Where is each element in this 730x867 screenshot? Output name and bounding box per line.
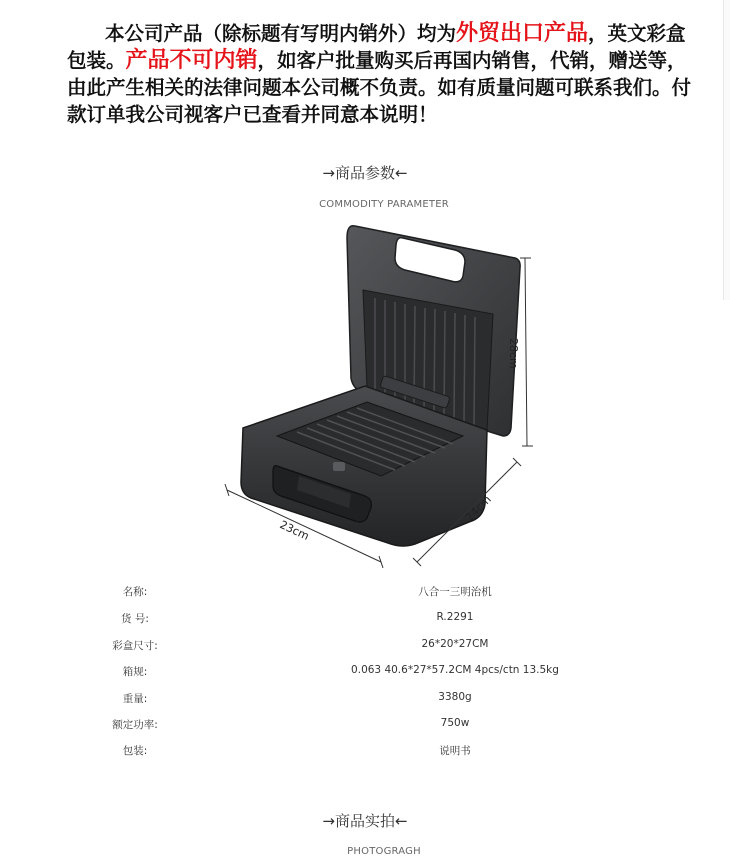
spec-value: 750w: [440, 717, 470, 729]
sandwich-maker-illustration: [215, 218, 555, 568]
notice-highlight-not-domestic: 产品不可内销: [125, 48, 258, 73]
dimension-height-label: 28cm: [507, 338, 520, 369]
spec-label: 包装:: [122, 745, 148, 757]
notice-highlight-export: 外贸出口产品: [456, 21, 589, 46]
spec-value: R.2291: [436, 611, 474, 623]
spec-row-weight: [0, 691, 730, 711]
product-image: [215, 218, 555, 568]
spec-value: 八合一三明治机: [418, 586, 492, 598]
spec-label: 额定功率:: [112, 719, 158, 731]
params-section-subtitle: COMMODITY PARAMETER: [319, 199, 449, 210]
spec-value: 26*20*27CM: [421, 638, 489, 650]
photo-section-title: →商品实拍←: [322, 812, 408, 830]
dimension-depth-label: 24cm: [462, 493, 494, 524]
notice-text-1: 本公司产品（除标题有写明内销外）均为: [105, 22, 457, 45]
spec-label: 名称:: [122, 586, 148, 598]
notice-text-2: ，英文彩盒包装。: [67, 22, 686, 72]
dimension-width-label: 23cm: [277, 518, 312, 543]
spec-row-power: [0, 717, 730, 737]
spec-row-name: [0, 584, 730, 604]
params-section-title: →商品参数←: [322, 164, 408, 182]
spec-row-model: [0, 611, 730, 631]
spec-label: 重量:: [122, 693, 148, 705]
scrollbar-edge[interactable]: [723, 0, 730, 300]
export-notice: [67, 20, 697, 128]
spec-value: 说明书: [439, 745, 471, 757]
photo-section-subtitle: PHOTOGRAGH: [347, 846, 421, 857]
spec-row-box-size: [0, 638, 730, 658]
spec-value: 0.063 40.6*27*57.2CM 4pcs/ctn 13.5kg: [351, 664, 559, 676]
spec-value: 3380g: [438, 691, 472, 703]
spec-row-packaging: [0, 743, 730, 763]
spec-label: 货 号:: [121, 613, 149, 625]
notice-text-3: ，如客户批量购买后再国内销售，代销，赠送等，由此产生相关的法律问题本公司概不负责。如有质量问题可联系我们。付款订单我公司视客户已查看并同意本说明！: [67, 49, 692, 126]
spec-label: 彩盒尺寸:: [112, 640, 158, 652]
spec-label: 箱规:: [122, 666, 148, 678]
spec-row-carton: [0, 664, 730, 684]
